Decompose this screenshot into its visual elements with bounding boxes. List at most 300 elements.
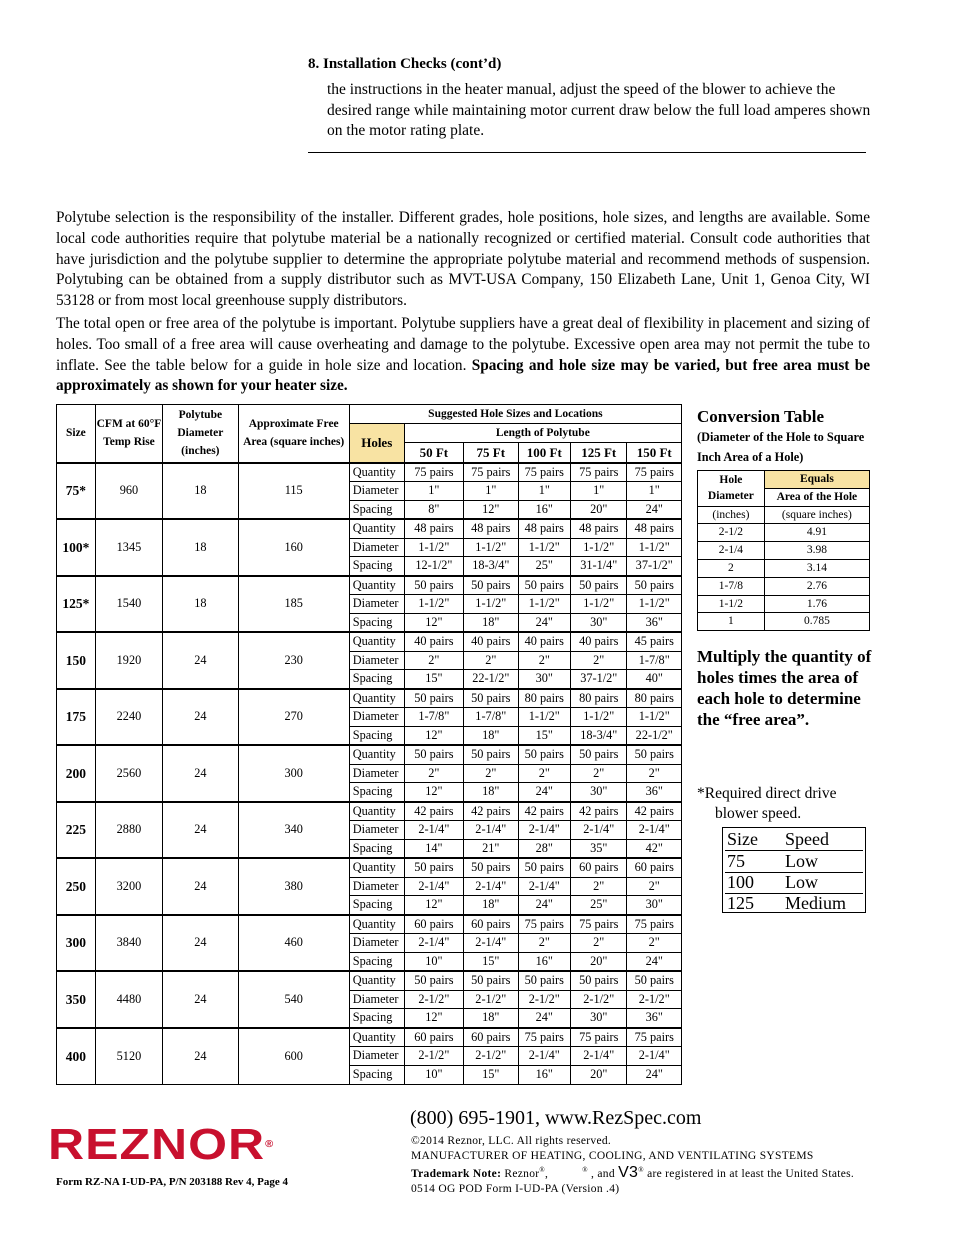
speed-header-size: Size [727,829,758,849]
table-cell: 18" [464,1009,518,1028]
conv-area: 4.91 [764,524,869,542]
header-suggested: Suggested Hole Sizes and Locations [349,405,681,424]
table-cell: 80 pairs [571,689,627,708]
table-row [57,1028,682,1047]
table-cell: 2" [464,651,518,670]
size-group [57,519,682,576]
conv-area: 3.98 [764,542,869,560]
conv-unit-inches: (inches) [698,506,765,524]
table-cell: 2-1/4" [627,821,682,840]
conv-diameter: 1 [698,613,765,631]
speed-row [725,850,863,873]
table-cell: 40 pairs [518,632,571,651]
speed-header-speed: Speed [785,829,829,849]
table-cell: 42 pairs [571,802,627,821]
row-label: Spacing [349,557,404,576]
cfm-cell: 3200 [95,858,162,915]
contact-line: (800) 695-1901, www.RezSpec.com [410,1107,702,1129]
size-cell: 300 [57,915,96,972]
table-cell: 31-1/4" [571,557,627,576]
table-cell: 1" [404,482,463,501]
row-label: Quantity [349,689,404,708]
row-label: Spacing [349,952,404,971]
conv-diameter: 2-1/2 [698,524,765,542]
table-cell: 42 pairs [627,802,682,821]
conversion-title: Conversion Table [697,407,825,426]
table-cell: 60 pairs [627,858,682,877]
table-cell: 50 pairs [404,858,463,877]
header-size: Size [57,405,96,463]
table-cell: 75 pairs [571,915,627,934]
table-row [57,463,682,482]
table-cell: 20" [571,1065,627,1084]
table-cell: 16" [518,1065,571,1084]
cfm-cell: 1345 [95,519,162,576]
table-cell: 25" [571,896,627,915]
free-area-cell: 600 [238,1028,349,1085]
table-cell: 1-1/2" [518,708,571,727]
row-label: Diameter [349,538,404,557]
table-cell: 15" [464,952,518,971]
conv-row [698,559,870,577]
table-cell: 2-1/2" [627,990,682,1009]
row-label: Diameter [349,990,404,1009]
table-row [57,745,682,764]
header-length-0: 50 Ft [404,443,463,463]
table-cell: 2" [518,651,571,670]
table-cell: 2-1/4" [518,1047,571,1066]
conv-diameter: 2 [698,559,765,577]
size-cell: 125* [57,576,96,633]
row-label: Diameter [349,877,404,896]
table-cell: 2-1/4" [518,821,571,840]
polytube-diameter-cell: 24 [163,971,238,1028]
row-label: Quantity [349,971,404,990]
table-cell: 37-1/2" [627,557,682,576]
size-cell: 150 [57,632,96,689]
table-cell: 15" [464,1065,518,1084]
table-cell: 75 pairs [627,463,682,482]
cfm-cell: 1920 [95,632,162,689]
cfm-cell: 1540 [95,576,162,633]
table-cell: 1-7/8" [627,651,682,670]
table-cell: 2-1/2" [571,990,627,1009]
polytube-diameter-cell: 18 [163,519,238,576]
table-cell: 18" [464,613,518,632]
speed-size: 100 [727,872,754,892]
table-cell: 36" [627,613,682,632]
table-cell: 2-1/4" [404,934,463,953]
polytube-diameter-cell: 24 [163,1028,238,1085]
copyright: ©2014 Reznor, LLC. All rights reserved. [411,1135,612,1147]
table-cell: 2-1/4" [464,877,518,896]
polytube-diameter-cell: 24 [163,802,238,859]
size-cell: 225 [57,802,96,859]
conv-diameter: 2-1/4 [698,542,765,560]
free-area-cell: 460 [238,915,349,972]
table-row [57,519,682,538]
table-cell: 24" [627,952,682,971]
table-cell: 10" [404,952,463,971]
table-cell: 48 pairs [571,519,627,538]
row-label: Diameter [349,821,404,840]
conv-area: 1.76 [764,595,869,613]
size-cell: 100* [57,519,96,576]
conv-row [698,577,870,595]
conv-row [698,524,870,542]
tm-and: , and [591,1168,615,1180]
table-cell: 1-1/2" [571,595,627,614]
table-cell: 2" [404,651,463,670]
table-cell: 20" [571,952,627,971]
table-cell: 1-1/2" [404,595,463,614]
table-cell: 22-1/2" [464,670,518,689]
polytube-diameter-cell: 24 [163,745,238,802]
table-cell: 12" [404,726,463,745]
table-cell: 2" [571,651,627,670]
table-cell: 2-1/4" [571,821,627,840]
table-cell: 1" [571,482,627,501]
speed-table [722,827,866,913]
pod-form-line: 0514 OG POD Form I-UD-PA (Version .4) [411,1183,620,1195]
table-cell: 50 pairs [464,971,518,990]
table-cell: 50 pairs [571,576,627,595]
table-cell: 22-1/2" [627,726,682,745]
table-cell: 2" [404,764,463,783]
row-label: Spacing [349,726,404,745]
table-cell: 2-1/4" [627,1047,682,1066]
table-cell: 24" [518,783,571,802]
table-cell: 75 pairs [464,463,518,482]
table-cell: 75 pairs [404,463,463,482]
row-label: Diameter [349,708,404,727]
size-group [57,689,682,746]
conv-header-equals: Equals [764,471,869,489]
table-cell: 50 pairs [627,576,682,595]
table-cell: 15" [518,726,571,745]
table-cell: 80 pairs [518,689,571,708]
header-length-3: 125 Ft [571,443,627,463]
table-row [57,802,682,821]
table-cell: 42 pairs [404,802,463,821]
table-cell: 21" [464,839,518,858]
speed-value: Low [785,872,818,892]
table-row [57,915,682,934]
polytube-diameter-cell: 18 [163,463,238,520]
table-cell: 2-1/4" [518,877,571,896]
row-label: Quantity [349,632,404,651]
conv-row [698,595,870,613]
free-area-cell: 300 [238,745,349,802]
row-label: Spacing [349,670,404,689]
speed-value: Low [785,851,818,871]
tm-v3: V3 [618,1164,639,1181]
row-label: Spacing [349,896,404,915]
required-note [697,784,877,824]
table-cell: 20" [571,500,627,519]
conversion-subtitle: (Diameter of the Hole to Square Inch Area of a Hole) [697,430,865,464]
size-cell: 250 [57,858,96,915]
table-cell: 1-1/2" [627,595,682,614]
table-cell: 12" [404,783,463,802]
table-cell: 50 pairs [404,745,463,764]
row-label: Diameter [349,482,404,501]
table-cell: 1-1/2" [627,708,682,727]
polytube-diameter-cell: 24 [163,689,238,746]
conversion-table [697,470,870,631]
table-cell: 80 pairs [627,689,682,708]
conv-header-diameter: Hole Diameter [698,471,765,507]
table-cell: 28" [518,839,571,858]
size-cell: 175 [57,689,96,746]
polytube-diameter-cell: 24 [163,632,238,689]
table-cell: 42 pairs [518,802,571,821]
required-note-line1: *Required direct drive [697,785,837,802]
table-cell: 12" [404,1009,463,1028]
table-cell: 2" [464,764,518,783]
required-note-line2: blower speed. [715,805,802,822]
row-label: Quantity [349,745,404,764]
size-group [57,576,682,633]
free-area-emphasis: Spacing and hole size may be varied, but free area must be approximately as shown for your heater size. [56,356,870,395]
header-holes: Holes [349,424,404,463]
size-cell: 75* [57,463,96,520]
trademark-note: Trademark Note: Reznor®, ® , and V3® are registered in at least the United States. [411,1164,855,1181]
size-group [57,971,682,1028]
table-cell: 75 pairs [571,463,627,482]
table-cell: 35" [571,839,627,858]
table-cell: 2-1/2" [464,1047,518,1066]
table-cell: 25" [518,557,571,576]
row-label: Quantity [349,1028,404,1047]
table-cell: 75 pairs [627,1028,682,1047]
table-cell: 48 pairs [627,519,682,538]
table-row [57,689,682,708]
free-area-cell: 115 [238,463,349,520]
table-cell: 50 pairs [627,971,682,990]
table-cell: 50 pairs [404,689,463,708]
table-cell: 24" [627,1065,682,1084]
cfm-cell: 2240 [95,689,162,746]
polytube-diameter-cell: 24 [163,915,238,972]
table-cell: 40 pairs [464,632,518,651]
table-cell: 50 pairs [518,576,571,595]
table-cell: 40" [627,670,682,689]
conv-diameter: 1-1/2 [698,595,765,613]
header-length-1: 75 Ft [464,443,518,463]
free-area-cell: 185 [238,576,349,633]
free-area-cell: 160 [238,519,349,576]
speed-size: 125 [727,893,754,913]
table-cell: 16" [518,952,571,971]
hole-size-table [56,404,682,1085]
table-cell: 18" [464,783,518,802]
table-cell: 1" [627,482,682,501]
table-cell: 12-1/2" [404,557,463,576]
size-cell: 350 [57,971,96,1028]
table-cell: 60 pairs [464,1028,518,1047]
reznor-logo: REZNOR® [48,1119,275,1169]
table-cell: 40 pairs [571,632,627,651]
size-group [57,802,682,859]
conv-diameter: 1-7/8 [698,577,765,595]
table-cell: 2-1/4" [464,821,518,840]
table-cell: 1-1/2" [627,538,682,557]
table-cell: 1" [518,482,571,501]
table-cell: 50 pairs [571,745,627,764]
table-cell: 1-1/2" [571,538,627,557]
table-cell: 37-1/2" [571,670,627,689]
table-cell: 36" [627,1009,682,1028]
table-cell: 1-1/2" [464,538,518,557]
table-cell: 2" [571,877,627,896]
row-label: Diameter [349,595,404,614]
table-cell: 50 pairs [627,745,682,764]
header-free-area: Approximate Free Area (square inches) [238,405,349,463]
row-label: Spacing [349,613,404,632]
row-label: Diameter [349,1047,404,1066]
conv-area: 0.785 [764,613,869,631]
table-cell: 42 pairs [464,802,518,821]
speed-size: 75 [727,851,745,871]
cfm-cell: 3840 [95,915,162,972]
table-cell: 60 pairs [404,915,463,934]
manufacturer-line: MANUFACTURER OF HEATING, COOLING, AND VENTILATING SYSTEMS [411,1150,814,1162]
table-cell: 1-1/2" [404,538,463,557]
table-cell: 30" [571,613,627,632]
table-cell: 14" [404,839,463,858]
table-cell: 12" [404,613,463,632]
table-cell: 2-1/2" [404,990,463,1009]
polytube-diameter-cell: 18 [163,576,238,633]
table-cell: 50 pairs [518,745,571,764]
size-cell: 200 [57,745,96,802]
table-cell: 30" [571,1009,627,1028]
table-cell: 50 pairs [404,576,463,595]
cfm-cell: 4480 [95,971,162,1028]
table-cell: 40 pairs [404,632,463,651]
table-cell: 10" [404,1065,463,1084]
tm-tail: are registered in at least the United States. [647,1168,855,1180]
size-group [57,463,682,520]
table-cell: 1" [464,482,518,501]
table-cell: 2-1/4" [404,877,463,896]
table-cell: 24" [518,896,571,915]
table-cell: 50 pairs [464,745,518,764]
table-cell: 2" [627,877,682,896]
table-cell: 1-1/2" [518,538,571,557]
divider [308,152,866,153]
table-cell: 1-7/8" [464,708,518,727]
table-cell: 8" [404,500,463,519]
form-number: Form RZ-NA I-UD-PA, P/N 203188 Rev 4, Page 4 [56,1176,288,1188]
table-cell: 1-7/8" [404,708,463,727]
row-label: Spacing [349,500,404,519]
polytube-selection-paragraph: Polytube selection is the responsibility of the installer. Different grades, hole positions, hole sizes, and lengths are available. Some local code authorities require that polytube material be a nationally recognized or certified material. Consult code authorities that have jurisdiction and the polytube supplier to determine the appropriate polytube material and recommend methods of suspension. Polytubing can be obtained from a supply distributor such as MVT-USA Company, 150 Elizabeth Lane, Unit 1, Genoa City, WI 53128 or from most local greenhouse supply distributors. [56,209,870,310]
table-cell: 16" [518,500,571,519]
row-label: Quantity [349,915,404,934]
table-cell: 30" [518,670,571,689]
table-cell: 2-1/4" [464,934,518,953]
free-area-cell: 230 [238,632,349,689]
cfm-cell: 2560 [95,745,162,802]
row-label: Spacing [349,783,404,802]
table-cell: 2-1/4" [404,821,463,840]
row-label: Quantity [349,519,404,538]
cfm-cell: 2880 [95,802,162,859]
header-length-4: 150 Ft [627,443,682,463]
table-cell: 2" [627,934,682,953]
table-cell: 2" [518,934,571,953]
table-cell: 24" [627,500,682,519]
section-heading: 8. Installation Checks (cont’d) [308,56,502,72]
row-label: Quantity [349,802,404,821]
table-cell: 50 pairs [404,971,463,990]
table-cell: 15" [404,670,463,689]
conv-area: 2.76 [764,577,869,595]
table-cell: 50 pairs [518,971,571,990]
table-cell: 1-1/2" [518,595,571,614]
table-cell: 2-1/2" [518,990,571,1009]
table-cell: 60 pairs [464,915,518,934]
conv-unit-sq: (square inches) [764,506,869,524]
table-row [57,576,682,595]
header-polytube-diameter: Polytube Diameter (inches) [163,405,238,463]
table-cell: 75 pairs [571,1028,627,1047]
table-cell: 18" [464,896,518,915]
row-label: Spacing [349,1065,404,1084]
table-cell: 12" [404,896,463,915]
table-cell: 24" [518,1009,571,1028]
table-cell: 75 pairs [518,1028,571,1047]
table-cell: 42" [627,839,682,858]
header-cfm: CFM at 60°F Temp Rise [95,405,162,463]
tm-label: Trademark Note: [411,1168,502,1180]
table-cell: 50 pairs [464,576,518,595]
table-cell: 45 pairs [627,632,682,651]
logo-text: REZNOR [48,1119,266,1169]
tm-reznor: Reznor [504,1168,540,1180]
table-cell: 2-1/4" [571,1047,627,1066]
row-label: Spacing [349,1009,404,1028]
free-area-cell: 270 [238,689,349,746]
cfm-cell: 5120 [95,1028,162,1085]
row-label: Diameter [349,651,404,670]
size-group [57,632,682,689]
free-area-paragraph [56,314,870,397]
table-cell: 48 pairs [464,519,518,538]
speed-row [725,892,863,914]
table-cell: 2-1/2" [464,990,518,1009]
free-area-cell: 540 [238,971,349,1028]
table-cell: 2" [518,764,571,783]
speed-row [725,871,863,894]
table-cell: 12" [464,500,518,519]
table-cell: 48 pairs [518,519,571,538]
table-cell: 18-3/4" [571,726,627,745]
table-cell: 75 pairs [518,463,571,482]
speed-value: Medium [785,893,846,913]
row-label: Quantity [349,576,404,595]
table-cell: 2" [571,764,627,783]
row-label: Diameter [349,764,404,783]
row-label: Quantity [349,858,404,877]
cfm-cell: 960 [95,463,162,520]
table-cell: 2" [627,764,682,783]
size-group [57,1028,682,1085]
table-cell: 50 pairs [464,689,518,708]
conv-row [698,542,870,560]
